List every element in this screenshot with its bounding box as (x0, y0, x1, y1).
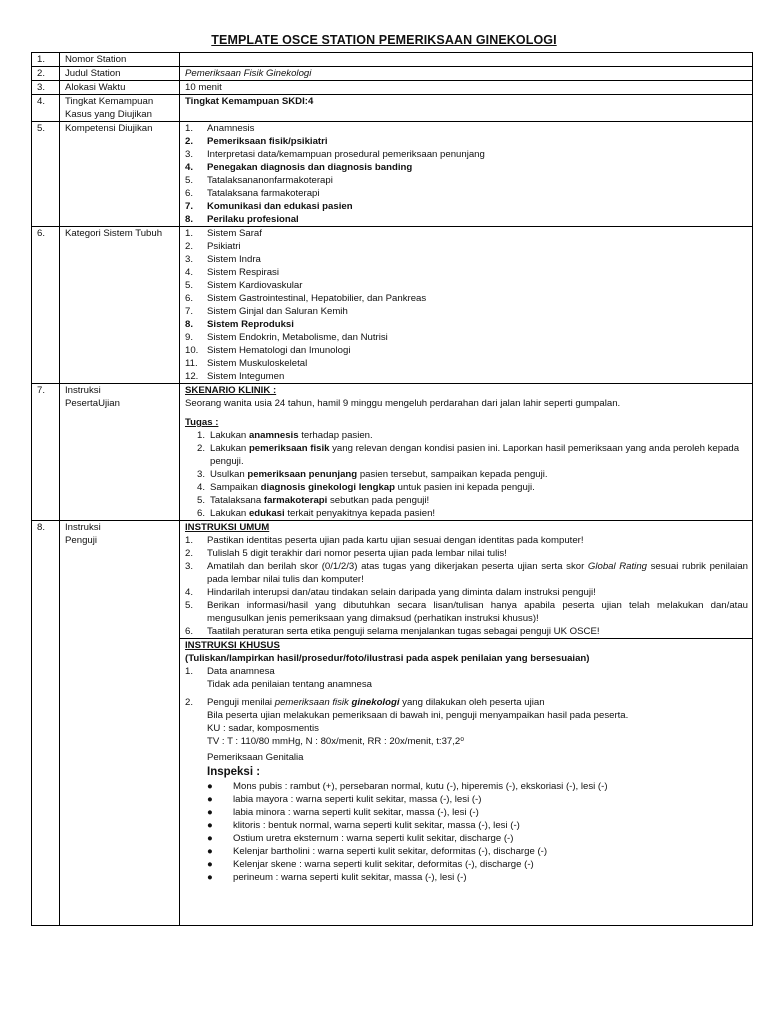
row-label: Nomor Station (60, 53, 180, 67)
row-value: Tingkat Kemampuan SKDI:4 (180, 95, 753, 122)
item-number: 3. (185, 149, 194, 160)
list-item (207, 858, 748, 871)
list-item (207, 819, 748, 832)
item-number: 1. (197, 430, 206, 441)
item-number: 12. (185, 371, 199, 382)
ku-text: KU : sadar, komposmentis (207, 723, 319, 734)
item-text: klitoris : bentuk normal, warna seperti kulit sekitar, massa (-), lesi (-) (233, 820, 520, 831)
list-item (185, 599, 748, 625)
instruksi-umum-heading: INSTRUKSI UMUM (185, 522, 270, 533)
list-item (185, 148, 748, 161)
item-number: 4. (197, 482, 206, 493)
item-number: 2. (185, 697, 194, 708)
list-item (197, 481, 748, 494)
item-text: Sistem Saraf (207, 228, 262, 239)
item-number: 5. (185, 175, 194, 186)
item-number: 5. (185, 280, 194, 291)
table-row (32, 81, 753, 95)
item-text: Berikan informasi/hasil yang dibutuhkan secara lisan/tulisan hanya apabila peserta ujian telah melakukan dan/atau mengusulkan jenis pemeriksaan yang dimaksud (perhatikan instruksi khusus)! (207, 600, 748, 624)
instruksi-khusus-list (185, 665, 748, 764)
list-item (185, 305, 748, 318)
skenario-heading: SKENARIO KLINIK : (185, 385, 277, 396)
bullet-icon: ● (207, 859, 213, 870)
item-text: Sistem Endokrin, Metabolisme, dan Nutrisi (207, 332, 388, 343)
inspeksi-heading: Inspeksi : (207, 766, 261, 778)
item-text: Tatalaksananonfarmakoterapi (207, 175, 333, 186)
row-label: Alokasi Waktu (60, 81, 180, 95)
kompetensi-list (185, 122, 748, 226)
vital-signs-text: TV : T : 110/80 mmHg, N : 80x/menit, RR : 20x/menit, t:37,2⁰ (207, 736, 465, 747)
table-row (32, 227, 753, 384)
list-item (185, 122, 748, 135)
item-text: Usulkan pemeriksaan penunjang pasien tersebut, sampaikan kepada penguji. (210, 469, 548, 480)
list-item (185, 318, 748, 331)
list-item (185, 187, 748, 200)
sistem-list (185, 227, 748, 383)
instruksi-khusus-heading: INSTRUKSI KHUSUS (185, 640, 280, 651)
list-item (185, 227, 748, 240)
list-item (185, 344, 748, 357)
item-text: Amatilah dan berilah skor (0/1/2/3) atas tugas yang dikerjakan peserta ujian serta skor Global Rating sesuai rubrik penilaian pada lembar nilai tulis dan komputer! (207, 561, 748, 585)
row-label: Kompetensi Diujikan (60, 122, 180, 227)
table-row (32, 67, 753, 81)
item-text: Lakukan pemeriksaan fisik yang relevan dengan kondisi pasien ini. Laporkan hasil pemeriksaan yang anda peroleh kepada penguji. (210, 443, 740, 467)
list-item (185, 253, 748, 266)
row-number: 7. (32, 384, 60, 521)
item-text: Sistem Respirasi (207, 267, 279, 278)
item-text: Perilaku profesional (207, 214, 299, 225)
list-item (197, 507, 748, 520)
list-item (185, 161, 748, 174)
inspeksi-bullet-list (185, 780, 748, 884)
row-number: 6. (32, 227, 60, 384)
item-text: Sistem Indra (207, 254, 261, 265)
row-value: 10 menit (180, 81, 753, 95)
item-number: 8. (185, 214, 194, 225)
table-row (32, 384, 753, 521)
list-item (197, 442, 748, 468)
item-text: Anamnesis (207, 123, 255, 134)
item-number: 1. (185, 123, 194, 134)
item-text: Sistem Integumen (207, 371, 285, 382)
item-number: 5. (197, 495, 206, 506)
item-text: Tatalaksana farmakoterapi sebutkan pada penguji! (210, 495, 430, 506)
table-row (32, 122, 753, 227)
item-text: Lakukan edukasi terkait penyakitnya kepada pasien! (210, 508, 436, 519)
list-item (197, 429, 748, 442)
item-text: Sistem Ginjal dan Saluran Kemih (207, 306, 348, 317)
item-text: Sampaikan diagnosis ginekologi lengkap untuk pasien ini kepada penguji. (210, 482, 535, 493)
item-text: Komunikasi dan edukasi pasien (207, 201, 353, 212)
list-item (185, 625, 748, 638)
bullet-icon: ● (207, 807, 213, 818)
item-number: 7. (185, 201, 194, 212)
item-text: Data anamnesa Tidak ada penilaian tentang anamnesa (207, 666, 372, 690)
list-item (207, 871, 748, 884)
list-item (185, 370, 748, 383)
list-item (185, 266, 748, 279)
item-text: Sistem Muskuloskeletal (207, 358, 308, 369)
item-text: Psikiatri (207, 241, 241, 252)
list-item (185, 292, 748, 305)
bullet-icon: ● (207, 794, 213, 805)
item-number: 6. (185, 626, 194, 637)
list-item (185, 560, 748, 586)
instruksi-khusus-cell (180, 639, 753, 926)
item-number: 1. (185, 535, 194, 546)
item-number: 7. (185, 306, 194, 317)
item-text: Penegakan diagnosis dan diagnosis banding (207, 162, 413, 173)
kompetensi-list-cell (180, 122, 753, 227)
list-item (185, 547, 748, 560)
list-item (185, 240, 748, 253)
item-text: Sistem Gastrointestinal, Hepatobilier, dan Pankreas (207, 293, 427, 304)
genitalia-heading: Pemeriksaan Genitalia (207, 752, 304, 763)
list-item (207, 806, 748, 819)
item-number: 3. (185, 561, 194, 572)
list-item (207, 832, 748, 845)
row-number: 3. (32, 81, 60, 95)
list-item (207, 780, 748, 793)
peserta-instructions-cell (180, 384, 753, 521)
row-label: Tingkat Kemampuan Kasus yang Diujikan (60, 95, 180, 122)
instruksi-umum-list (185, 534, 748, 638)
row-number: 2. (32, 67, 60, 81)
row-label: Judul Station (60, 67, 180, 81)
item-text: Taatilah peraturan serta etika penguji selama menjalankan tugas sebagai penguji UK OSCE! (207, 626, 600, 637)
item-number: 2. (197, 443, 206, 454)
item-number: 1. (185, 228, 194, 239)
list-item (197, 494, 748, 507)
item-text: Sistem Hematologi dan Imunologi (207, 345, 351, 356)
label-line: Penguji (65, 535, 98, 546)
item-text: perineum : warna seperti kulit sekitar, massa (-), lesi (-) (233, 872, 467, 883)
bullet-icon: ● (207, 833, 213, 844)
item-text: Kelenjar bartholini : warna seperti kulit sekitar, deformitas (-), discharge (-) (233, 846, 548, 857)
item-text: Sistem Kardiovaskular (207, 280, 303, 291)
item-number: 11. (185, 358, 198, 369)
row-number: 1. (32, 53, 60, 67)
instruksi-khusus-subheading: (Tuliskan/lampirkan hasil/prosedur/foto/ilustrasi pada aspek penilaian yang bersesuaian) (185, 653, 590, 664)
list-item (185, 279, 748, 292)
item-text: labia minora : warna seperti kulit sekitar, massa (-), lesi (-) (233, 807, 479, 818)
item-text: Penguji menilai pemeriksaan fisik ginekologi yang dilakukan oleh peserta ujian Bila peserta ujian melakukan pemeriksaan di bawah ini, penguji menyampaikan hasil pada peserta. KU : sadar, komposmentis TV : T : 110/80 mmHg, N : 80x/menit, RR : 20x/menit, t:37,2⁰ Pemeriksaan Genitalia (207, 696, 748, 764)
list-item (185, 534, 748, 547)
item-text: labia mayora : warna seperti kulit sekitar, massa (-), lesi (-) (233, 794, 482, 805)
row-number: 4. (32, 95, 60, 122)
tugas-list (185, 429, 748, 520)
table-row (32, 521, 753, 639)
item-number: 5. (185, 600, 194, 611)
bullet-icon: ● (207, 820, 213, 831)
list-item (207, 845, 748, 858)
item-number: 4. (185, 162, 194, 173)
item-number: 1. (185, 666, 194, 677)
list-item (185, 696, 748, 764)
item-number: 6. (185, 293, 194, 304)
bullet-icon: ● (207, 781, 213, 792)
item-number: 8. (185, 319, 194, 330)
list-item (185, 331, 748, 344)
item-number: 4. (185, 267, 194, 278)
item-number: 6. (197, 508, 206, 519)
item-number: 9. (185, 332, 194, 343)
item-number: 2. (185, 548, 194, 559)
list-item (185, 665, 748, 691)
item-text: Lakukan anamnesis terhadap pasien. (210, 430, 373, 441)
table-row (32, 53, 753, 67)
item-text: Interpretasi data/kemampuan prosedural pemeriksaan penunjang (207, 149, 485, 160)
item-number: 2. (185, 136, 194, 147)
list-item (185, 200, 748, 213)
table-row (32, 95, 753, 122)
item-number: 6. (185, 188, 194, 199)
item-text: Pemeriksaan fisik/psikiatri (207, 136, 328, 147)
row-label: Kategori Sistem Tubuh (60, 227, 180, 384)
item-text: Hindarilah interupsi dan/atau tindakan selain daripada yang diminta dalam instruksi penguji! (207, 587, 596, 598)
skenario-text: Seorang wanita usia 24 tahun, hamil 9 minggu mengeluh perdarahan dari jalan lahir seperti gumpalan. (185, 398, 621, 409)
label-line: PesertaUjian (65, 398, 120, 409)
item-number: 2. (185, 241, 194, 252)
label-line: Instruksi (65, 385, 101, 396)
item-number: 3. (197, 469, 206, 480)
item-text: Tatalaksana farmakoterapi (207, 188, 320, 199)
item-number: 10. (185, 345, 199, 356)
tugas-heading: Tugas : (185, 417, 219, 428)
item-text: Mons pubis : rambut (+), persebaran normal, kutu (-), hiperemis (-), ekskoriasi (-), lesi (-) (233, 781, 608, 792)
row-number: 5. (32, 122, 60, 227)
row-label (60, 521, 180, 926)
item-text: Pastikan identitas peserta ujian pada kartu ujian sesuai dengan identitas pada komputer! (207, 535, 584, 546)
item-text: Kelenjar skene : warna seperti kulit sekitar, deformitas (-), discharge (-) (233, 859, 534, 870)
sistem-list-cell (180, 227, 753, 384)
item-number: 4. (185, 587, 194, 598)
instruksi-umum-cell (180, 521, 753, 639)
list-item (185, 357, 748, 370)
item-text: Ostium uretra eksternum : warna seperti kulit sekitar, discharge (-) (233, 833, 514, 844)
list-item (185, 174, 748, 187)
osce-template-table (31, 52, 753, 926)
item-number: 3. (185, 254, 194, 265)
label-line: Instruksi (65, 522, 101, 533)
row-value (180, 53, 753, 67)
bullet-icon: ● (207, 872, 213, 883)
list-item (185, 586, 748, 599)
bullet-icon: ● (207, 846, 213, 857)
list-item (197, 468, 748, 481)
document-title: TEMPLATE OSCE STATION PEMERIKSAAN GINEKOLOGI (211, 33, 557, 47)
item-text: Sistem Reproduksi (207, 319, 294, 330)
list-item (185, 135, 748, 148)
list-item (185, 213, 748, 226)
row-value: Pemeriksaan Fisik Ginekologi (180, 67, 753, 81)
row-label (60, 384, 180, 521)
item-text: Tulislah 5 digit terakhir dari nomor peserta ujian pada lembar nilai tulis! (207, 548, 507, 559)
row-number: 8. (32, 521, 60, 926)
list-item (207, 793, 748, 806)
